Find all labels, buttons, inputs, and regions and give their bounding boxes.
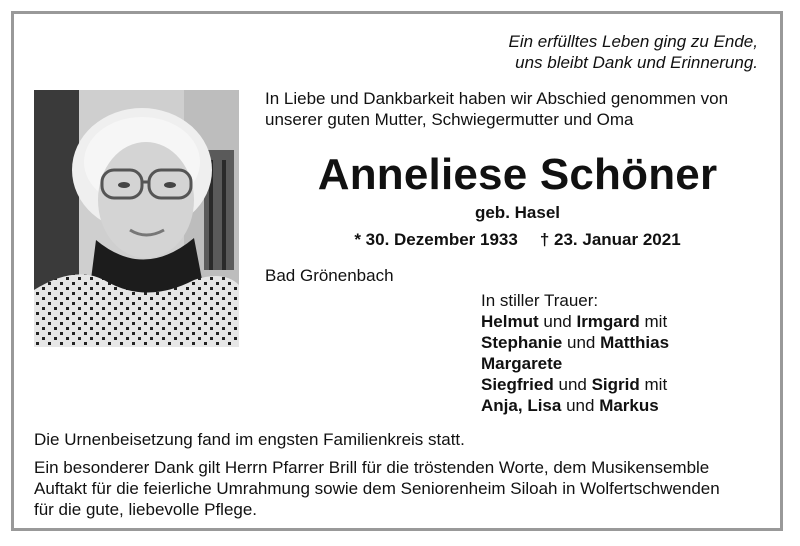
motto-line-2: uns bleibt Dank und Erinnerung. xyxy=(515,53,758,72)
mourner-name: Matthias xyxy=(600,333,670,352)
place: Bad Grönenbach xyxy=(265,266,394,285)
motto xyxy=(508,31,758,73)
mourners-line-5 xyxy=(481,395,781,416)
deceased-name: Anneliese Schöner xyxy=(317,150,718,199)
mourners-line-1 xyxy=(481,311,781,332)
mourner-name: Irmgard xyxy=(576,312,640,331)
thanks-line-2: Auftakt für die feierliche Umrahmung sowie dem Seniorenheim Siloah in Wolfertschwenden xyxy=(34,479,720,498)
intro-line-2: unserer guten Mutter, Schwiegermutter und Oma xyxy=(265,110,634,129)
thanks-text xyxy=(34,457,774,520)
mourner-name: Lisa xyxy=(527,396,562,415)
mourner-name: Anja xyxy=(481,396,518,415)
intro-line-1: In Liebe und Dankbarkeit haben wir Abschied genommen von xyxy=(265,89,729,108)
mourner-name: Sigrid xyxy=(591,375,640,394)
thanks-line-1: Ein besonderer Dank gilt Herrn Pfarrer Brill für die tröstenden Worte, dem Musikensemble xyxy=(34,458,710,477)
mourners-heading: In stiller Trauer: xyxy=(481,291,599,310)
mourners-list xyxy=(481,290,781,416)
mourners-line-4 xyxy=(481,374,781,395)
conjunction: mit xyxy=(644,375,668,394)
death-date: † 23. Januar 2021 xyxy=(539,230,681,249)
mourner-name: Margarete xyxy=(481,354,563,373)
separator: , xyxy=(517,396,523,415)
conjunction: und xyxy=(558,375,587,394)
life-dates xyxy=(260,229,775,251)
thanks-line-3: für die gute, liebevolle Pflege. xyxy=(34,500,258,519)
mourners-line-2 xyxy=(481,332,781,353)
mourner-name: Stephanie xyxy=(481,333,563,352)
mourner-name: Markus xyxy=(599,396,659,415)
conjunction: und xyxy=(566,396,595,415)
birth-date: * 30. Dezember 1933 xyxy=(354,230,518,249)
motto-line-1: Ein erfülltes Leben ging zu Ende, xyxy=(508,32,758,51)
portrait-illustration xyxy=(34,90,239,347)
conjunction: und xyxy=(543,312,572,331)
maiden-name: geb. Hasel xyxy=(474,203,561,222)
burial-notice: Die Urnenbeisetzung fand im engsten Familienkreis statt. xyxy=(34,430,465,449)
portrait-photo xyxy=(34,90,239,347)
intro-text xyxy=(265,88,775,130)
conjunction: mit xyxy=(644,312,668,331)
mourners-line-3 xyxy=(481,353,781,374)
conjunction: und xyxy=(566,333,596,352)
mourner-name: Helmut xyxy=(481,312,539,331)
mourner-name: Siegfried xyxy=(481,375,554,394)
